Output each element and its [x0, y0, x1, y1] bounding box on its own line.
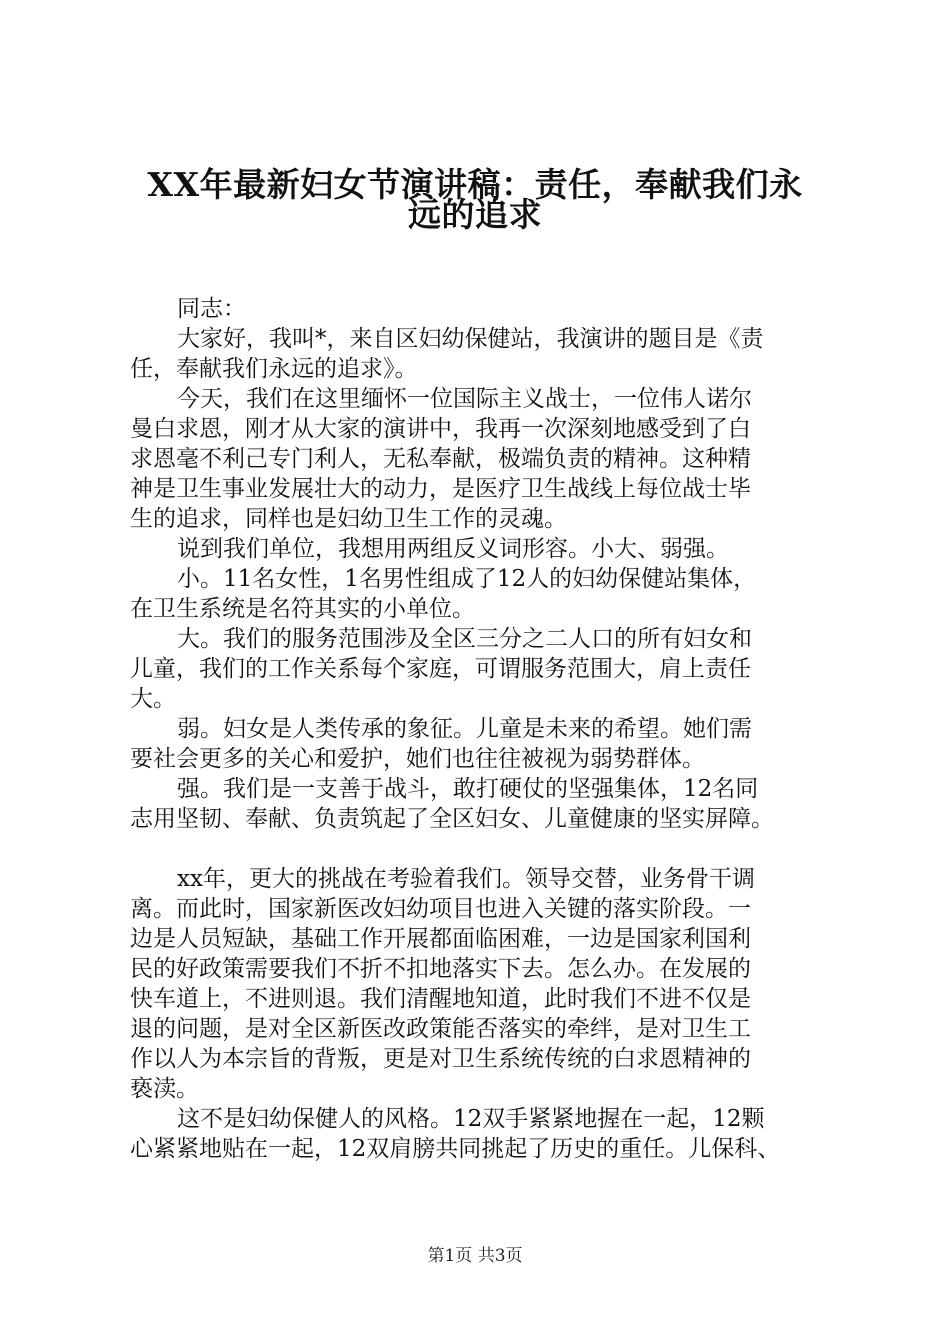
- text-line: 神是卫生事业发展壮大的动力，是医疗卫生战线上每位战士毕: [130, 476, 751, 502]
- document-body: [130, 294, 835, 1164]
- text-line: 在卫生系统是名符其实的小单位。: [130, 596, 475, 622]
- paragraph-spacer: [130, 834, 835, 864]
- paragraph-greeting: [130, 324, 835, 384]
- text-line: 离。而此时，国家新医改妇幼项目也进入关键的落实阶段。一: [130, 896, 751, 922]
- text-line: 快车道上，不进则退。我们清醒地知道，此时我们不进不仅是: [130, 986, 751, 1012]
- text-line: 退的问题，是对全区新医改政策能否落实的牵绊，是对卫生工: [130, 1016, 751, 1042]
- text-line: 今天，我们在这里缅怀一位国际主义战士，一位伟人诺尔: [177, 386, 752, 412]
- text-line: 大。我们的服务范围涉及全区三分之二人口的所有妇女和: [177, 626, 752, 652]
- text-line: 大。: [130, 686, 176, 712]
- paragraph-small: [130, 564, 835, 624]
- text-line: 儿童，我们的工作关系每个家庭，可谓服务范围大，肩上责任: [130, 656, 751, 682]
- text-line: 这不是妇幼保健人的风格。12双手紧紧地握在一起，12颗: [177, 1106, 765, 1132]
- text-line: 作以人为本宗旨的背叛，更是对卫生系统传统的白求恩精神的: [130, 1046, 751, 1072]
- text-line: 弱。妇女是人类传承的象征。儿童是未来的希望。她们需: [177, 716, 752, 742]
- text-line: 小。11名女性，1名男性组成了12人的妇幼保健站集体，: [177, 566, 757, 592]
- text-line: 民的好政策需要我们不折不扣地落实下去。怎么办。在发展的: [130, 956, 751, 982]
- text-line: 任，奉献我们永远的追求》。: [130, 356, 418, 382]
- paragraph-big: [130, 624, 835, 714]
- title-line-1: XX年最新妇女节演讲稿：责任，奉献我们永: [147, 165, 803, 204]
- text-line: 强。我们是一支善于战斗，敢打硬仗的坚强集体，12名同: [177, 776, 759, 802]
- text-line: 说到我们单位，我想用两组反义词形容。小大、弱强。: [177, 536, 729, 562]
- paragraph-style: [130, 1104, 835, 1164]
- document-title: [110, 152, 840, 234]
- text-line: 要社会更多的关心和爱护，她们也往往被视为弱势群体。: [130, 746, 705, 772]
- page-number: 第1页 共3页: [427, 1246, 523, 1266]
- paragraph-weak: [130, 714, 835, 774]
- text-line: 生的追求，同样也是妇幼卫生工作的灵魂。: [130, 506, 567, 532]
- text-line: xx年，更大的挑战在考验着我们。领导交替，业务骨干调: [177, 866, 755, 892]
- text-line: 曼白求恩，刚才从大家的演讲中，我再一次深刻地感受到了白: [130, 416, 751, 442]
- text-line: 求恩毫不利己专门利人，无私奉献，极端负责的精神。这种精: [130, 446, 751, 472]
- paragraph-salutation: [130, 294, 835, 324]
- paragraph-strong: [130, 774, 835, 834]
- text-line: 同志：: [177, 296, 246, 322]
- title-line-2: 远的追求: [408, 195, 542, 234]
- text-line: 心紧紧地贴在一起，12双肩膀共同挑起了历史的重任。儿保科、: [130, 1136, 781, 1162]
- text-line: 亵渎。: [130, 1076, 199, 1102]
- paragraph-antonyms: [130, 534, 835, 564]
- paragraph-challenge: [130, 864, 835, 1104]
- text-line: 边是人员短缺，基础工作开展都面临困难，一边是国家利国利: [130, 926, 751, 952]
- text-line: 大家好，我叫*，来自区妇幼保健站，我演讲的题目是《责: [177, 326, 764, 352]
- text-line: 志用坚韧、奉献、负责筑起了全区妇女、儿童健康的坚实屏障。: [130, 806, 774, 832]
- paragraph-bethune: [130, 384, 835, 534]
